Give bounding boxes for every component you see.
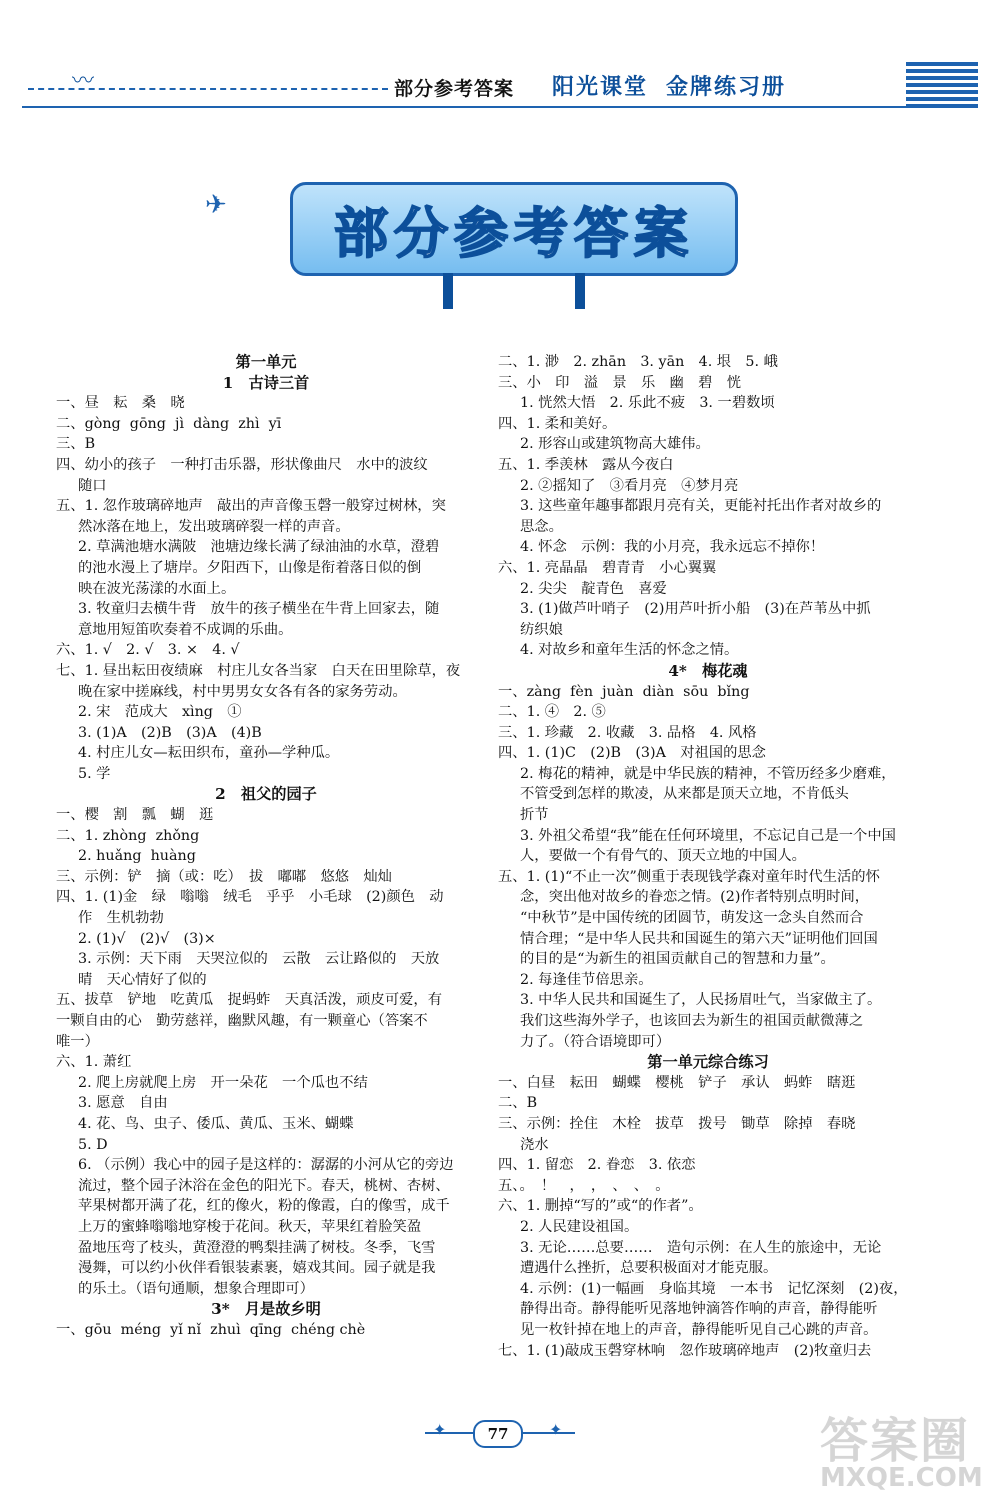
header-stripes [906,62,978,106]
answer-line: 六、1. 亮晶晶 碧青青 小心翼翼 [498,559,717,576]
answer-line: 二、1. zhòng zhǒng [56,827,200,844]
answer-line: 纺织娘 [520,621,563,638]
watermark-logo: 答案圈 [820,1413,971,1469]
answer-line: 3. 牧童归去横牛背 放牛的孩子横坐在牛背上回家去，随 [78,601,440,618]
answer-line: 3. (1)A (2)B (3)A (4)B [78,724,262,741]
answer-line: 5. 学 [78,765,111,782]
answer-line: 2. 每逢佳节倍思亲。 [520,971,653,988]
answer-line: “中秋节”是中国传统的团圆节，萌发这一念头自然而合 [520,910,864,927]
answer-line: 四、1. (1)金 绿 嗡嗡 绒毛 乎乎 小毛球 (2)颜色 动 [56,889,444,906]
answer-line: 2. 人民建设祖国。 [520,1218,639,1235]
watermark [820,1402,990,1492]
answer-line: 2. 尖尖 靛青色 喜爱 [520,580,667,597]
answer-line: 流过，整个园子沐浴在金色的阳光下。春天，桃树、杏树、 [78,1177,450,1194]
star-icon: ✦ [549,1420,563,1439]
answer-line: 的乐土。（语句通顺，想象合理即可） [78,1280,314,1297]
answer-line: 五、1. (1)“不止一次”侧重于表现钱学森对童年时代生活的怀 [498,868,880,885]
answer-line: 遭遇什么挫折，总要积极面对才能克服。 [520,1260,778,1277]
answer-line: 二、gòng gōng jì dàng zhì yī [56,415,282,432]
answer-line: 见一枚针掉在地上的声音，静得能听见自己心跳的声音。 [520,1321,878,1338]
answer-line: 漫舞，可以约小伙伴看银装素裹，嬉戏其间。园子就是我 [78,1260,436,1277]
section-heading: 4* 梅花魂 [668,661,748,680]
banner-title: 部分参考答案 [334,202,694,265]
answer-line: 的目的是“为新生的祖国贡献自己的智慧和力量”。 [520,951,835,968]
answer-line: 4. 村庄儿女—耘田织布，童孙—学种瓜。 [78,745,340,762]
section-heading: 3* 月是故乡明 [211,1300,321,1319]
answer-line: 映在波光荡漾的水面上。 [78,580,236,597]
answer-line: 4. 对故乡和童年生活的怀念之情。 [520,642,739,659]
answer-line: 2. (1)√ (2)√ (3)× [78,930,216,947]
right-column [498,352,918,1361]
answer-line: 不管受到怎样的欺凌，从来都是顶天立地，不肯低头 [520,786,849,803]
answer-line: 一、白昼 耘田 蝴蝶 樱桃 铲子 承认 蚂蚱 瞎逛 [498,1074,856,1091]
answer-line: 唯一） [56,1033,99,1050]
answer-line: 思念。 [520,518,563,535]
answer-line: 三、示例：拴住 木栓 拔草 拨号 锄草 除掉 春晓 [498,1115,856,1132]
section-heading: 第一单元 [235,353,297,371]
answer-line: 3. 无论……总要…… 造句示例：在人生的旅途中，无论 [520,1239,882,1256]
answer-line: 四、幼小的孩子 一种打击乐器，形状像曲尺 水中的波纹 [56,456,428,473]
answer-line: 3. 愿意 自由 [78,1095,168,1112]
answer-line: 2. 爬上房就爬上房 开一朵花 一个瓜也不结 [78,1074,368,1091]
answer-line: 6. （示例）我心中的园子是这样的：潺潺的小河从它的旁边 [78,1157,454,1174]
answer-line: 2. 草满池塘水满陂 池塘边缘长满了绿油油的水草，澄碧 [78,539,440,556]
answer-line: 3. 外祖父希望“我”能在任何环境里，不忘记自己是一个中国 [520,827,896,844]
answer-line: 五、拔草 铲地 吃黄瓜 捉蚂蚱 天真活泼，顽皮可爱，有 [56,992,443,1009]
title-banner [290,182,738,276]
answer-line: 二、B [498,1095,538,1112]
section-heading: 第一单元综合练习 [647,1053,769,1072]
answer-line: 二、1. ④ 2. ⑤ [498,704,606,721]
answer-line: 四、1. 留恋 2. 眷恋 3. 依恋 [498,1157,696,1174]
answer-line: 1. 恍然大悟 2. 乐此不疲 3. 一碧数顷 [520,395,775,412]
answer-line: 折节 [520,807,549,824]
answer-line: 2. ②摇知了 ③看月亮 ④梦月亮 [520,477,739,494]
section-heading: 2 祖父的园子 [215,785,317,804]
answer-line: 六、1. 删掉“写的”或“的作者”。 [498,1198,703,1215]
watermark-url: MXQE.COM [820,1463,983,1493]
answer-line: 2. huǎng huàng [78,848,196,865]
answer-line: 4. 示例：(1)一幅画 身临其境 一本书 记忆深刻 (2)夜， [520,1280,908,1297]
answer-line: 2. 宋 范成大 xìng ① [78,704,242,721]
left-column [56,352,476,1341]
section-heading: 1 古诗三首 [222,373,310,392]
answer-line: 意地用短笛吹奏着不成调的乐曲。 [78,621,293,638]
header-dashed-line [28,88,388,90]
answer-line: 三、示例：铲 摘（或：吃） 拔 嘟嘟 悠悠 灿灿 [56,868,392,885]
answer-line: 三、B [56,436,96,453]
bird-icon: 〰 [72,69,95,94]
answer-line: 3. 示例：天下雨 天哭泣似的 云散 云让路似的 天放 [78,951,440,968]
answer-line: 上万的蜜蜂嗡嗡地穿梭于花间。秋天，苹果红着脸笑盈 [78,1218,422,1235]
answer-line: 七、1. 昼出耘田夜绩麻 村庄儿女各当家 白天在田里除草，夜 [56,662,461,679]
answer-line: 一、gōu méng yǐ nǐ zhuì qīng chéng chè [56,1321,366,1338]
answer-line: 然冰落在地上，发出玻璃碎裂一样的声音。 [78,518,350,535]
answer-line: 2. 梅花的精神，就是中华民族的精神，不管历经多少磨难， [520,765,896,782]
header-brand [552,70,804,101]
answer-line: 五、1. 忽作玻璃碎地声 敲出的声音像玉磬一般穿过树林，突 [56,498,446,515]
brand-name-2: 金牌练习册 [666,74,787,100]
star-icon: ✦ [433,1420,447,1439]
page-footer [425,1418,575,1448]
answer-line: 七、1. (1)敲成玉磬穿林响 忽作玻璃碎地声 (2)牧童归去 [498,1342,872,1359]
answer-line: 四、1. 柔和美好。 [498,415,617,432]
answer-line: 晚在家中搓麻线，村中男男女女各有各的家务劳动。 [78,683,407,700]
header-section-title: 部分参考答案 [394,78,515,100]
answer-line: 2. 形容山或建筑物高大雄伟。 [520,436,710,453]
answer-line: 人，要做一个有骨气的、顶天立地的中国人。 [520,848,806,865]
banner-leg-left [443,273,453,309]
answer-line: 盈地压弯了枝头，黄澄澄的鸭梨挂满了树枝。冬季，飞雪 [78,1239,436,1256]
answer-line: 力了。（符合语境即可） [520,1033,671,1050]
banner-leg-right [575,273,585,309]
answer-line: 三、1. 珍藏 2. 收藏 3. 品格 4. 风格 [498,724,757,741]
answer-line: 静得出奇。静得能听见落地钟滴答作响的声音，静得能听 [520,1301,878,1318]
answer-line: 一、樱 割 瓢 蝴 逛 [56,807,214,824]
answer-line: 念，突出他对故乡的眷恋之情。(2)作者特别点明时间， [520,889,870,906]
answer-line: 5. D [78,1136,108,1153]
answer-line: 一、zàng fèn juàn diàn sōu bǐng [498,683,750,700]
answer-line: 3. 这些童年趣事都跟月亮有关，更能衬托出作者对故乡的 [520,498,882,515]
answer-line: 五、。 ！ ， ， 、 、 。 [498,1177,670,1194]
header-rule [22,106,978,108]
answer-line: 4. 花、鸟、虫子、倭瓜、黄瓜、玉米、蝴蝶 [78,1115,354,1132]
answer-line: 一、昼 耘 桑 晓 [56,395,185,412]
answer-line: 随口 [78,477,107,494]
answer-line: 晴 天心情好了似的 [78,971,207,988]
answer-line: 的池水漫上了塘岸。夕阳西下，山像是衔着落日似的倒 [78,559,422,576]
paper-plane-icon: ✈ [205,190,227,220]
answer-line: 二、1. 渺 2. zhān 3. yān 4. 垠 5. 峨 [498,354,778,370]
answer-line: 一颗自由的心 勤劳慈祥，幽默风趣，有一颗童心（答案不 [56,1013,428,1029]
answer-line: 六、1. 萧红 [56,1054,132,1071]
answer-line: 3. (1)做芦叶哨子 (2)用芦叶折小船 (3)在芦苇丛中抓 [520,601,871,618]
answer-line: 我们这些海外学子，也该回去为新生的祖国贡献微薄之 [520,1013,864,1029]
answer-line: 作 生机勃勃 [78,910,164,927]
brand-name-1: 阳光课堂 [552,74,649,100]
answer-line: 六、1. √ 2. √ 3. × 4. √ [56,642,240,659]
answer-line: 五、1. 季羡林 露从今夜白 [498,456,674,473]
answer-line: 4. 怀念 示例：我的小月亮，我永远忘不掉你！ [520,539,825,556]
answer-line: 三、小 印 溢 景 乐 幽 碧 恍 [498,374,742,391]
answer-line: 情合理；“是中华人民共和国诞生的第六天”证明他们回国 [520,930,878,947]
answer-line: 苹果树都开满了花，红的像火，粉的像霞，白的像雪，成千 [78,1198,450,1215]
page-header [22,58,978,110]
answer-line: 浇水 [520,1136,549,1153]
page-number: 77 [473,1420,523,1448]
answer-line: 四、1. (1)C (2)B (3)A 对祖国的思念 [498,745,766,762]
answer-line: 3. 中华人民共和国诞生了，人民扬眉吐气，当家做主了。 [520,992,882,1009]
